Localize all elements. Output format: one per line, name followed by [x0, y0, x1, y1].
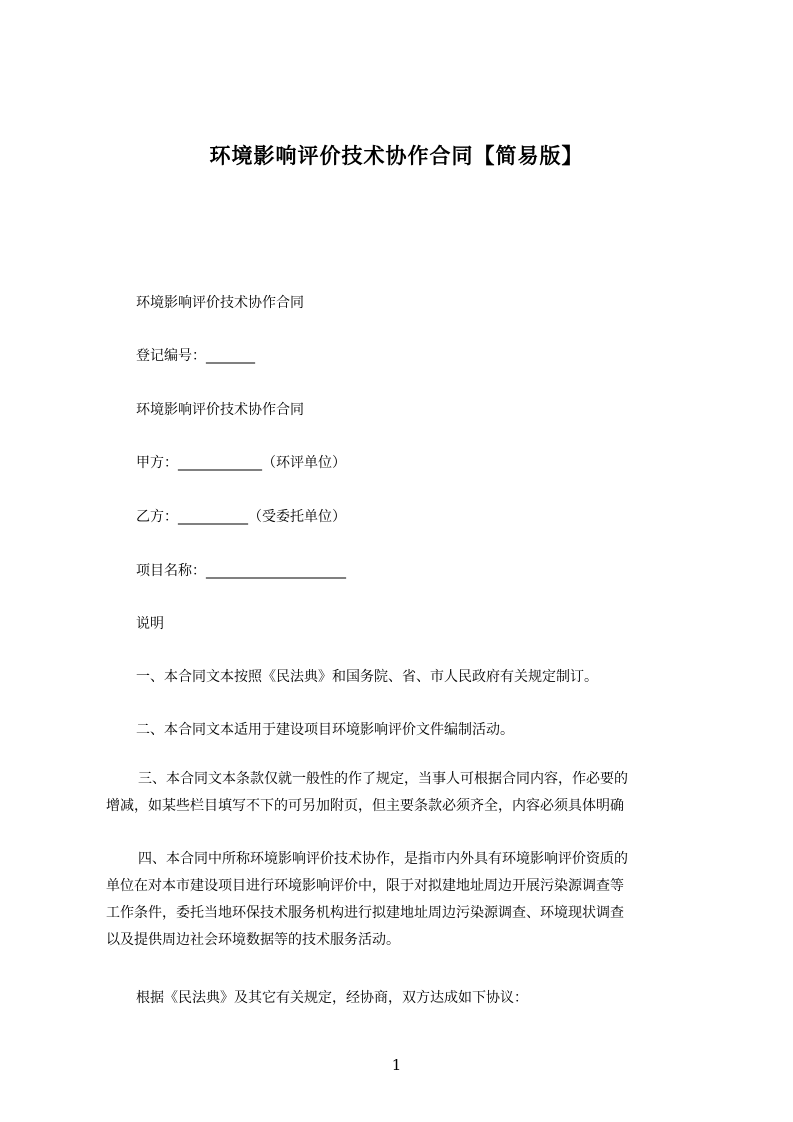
registration-number: 登记编号：_______: [136, 348, 255, 364]
project-name: 项目名称：____________________: [136, 563, 346, 579]
item-4-line-3: 工作条件，委托当地环保技术服务机构进行拟建地址周边污染源调查、环境现状调查: [106, 905, 624, 921]
explanation-item-1: 一、本合同文本按照《民法典》和国务院、省、市人民政府有关规定制订。: [136, 669, 598, 685]
page-number: 1: [391, 1056, 402, 1074]
explanation-item-4: [106, 846, 706, 954]
item-4-line-2: 单位在对本市建设项目进行环境影响评价中，限于对拟建地址周边开展污染源调查等: [106, 878, 624, 894]
party-a: 甲方：____________（环评单位）: [136, 455, 346, 471]
contract-name-repeat: 环境影响评价技术协作合同: [136, 402, 304, 418]
explanation-heading: 说明: [136, 616, 164, 632]
item-3-line-2: 增减，如某些栏目填写不下的可另加附页，但主要条款必须齐全，内容必须具体明确: [106, 798, 624, 814]
contract-name: 环境影响评价技术协作合同: [136, 295, 304, 311]
explanation-item-2: 二、本合同文本适用于建设项目环境影响评价文件编制活动。: [136, 722, 514, 738]
party-b: 乙方：__________（受委托单位）: [136, 509, 346, 525]
item-4-line-4: 以及提供周边社会环境数据等的技术服务活动。: [106, 932, 400, 948]
item-3-line-1: 三、本合同文本条款仅就一般性的作了规定，当事人可根据合同内容，作必要的: [138, 771, 628, 787]
document-title: 环境影响评价技术协作合同【简易版】: [209, 144, 584, 168]
agreement-intro: 根据《民法典》及其它有关规定，经协商，双方达成如下协议：: [136, 990, 528, 1006]
item-4-line-1: 四、本合同中所称环境影响评价技术协作，是指市内外具有环境影响评价资质的: [138, 851, 628, 867]
explanation-item-3: [106, 766, 706, 820]
